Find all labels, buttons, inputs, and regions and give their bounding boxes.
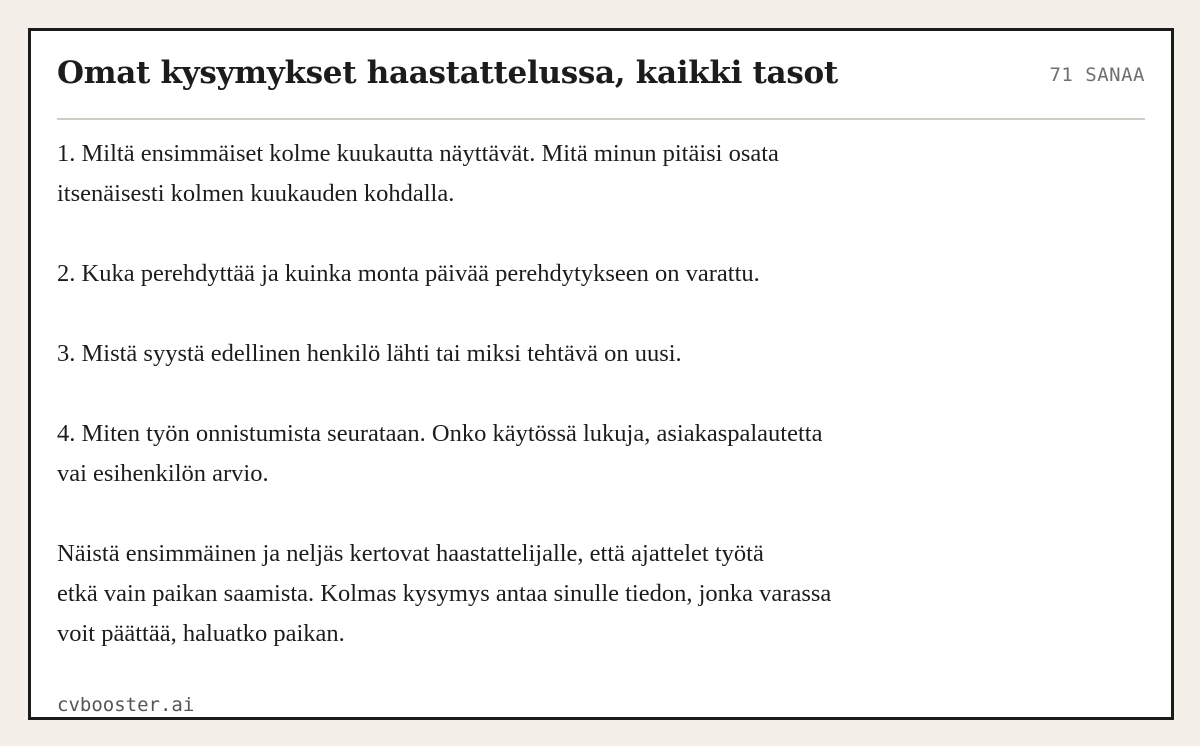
text-line: 3. Mistä syystä edellinen henkilö lähti tai miksi tehtävä on uusi. <box>57 340 682 367</box>
card-title: Omat kysymykset haastattelussa, kaikki tasot <box>57 55 838 91</box>
text-line: itsenäisesti kolmen kuukauden kohdalla. <box>57 180 455 207</box>
footer-brand: cvbooster.ai <box>57 694 195 716</box>
text-line: 1. Miltä ensimmäiset kolme kuukautta näyttävät. Mitä minun pitäisi osata <box>57 140 779 167</box>
text-line: voit päättää, haluatko paikan. <box>57 620 345 647</box>
question-1 <box>57 134 1017 214</box>
question-2 <box>57 254 1017 294</box>
text-line: 4. Miten työn onnistumista seurataan. Onko käytössä lukuja, asiakaspalautetta <box>57 420 823 447</box>
text-line: etkä vain paikan saamista. Kolmas kysymys antaa sinulle tiedon, jonka varassa <box>57 580 832 607</box>
text-line: vai esihenkilön arvio. <box>57 460 269 487</box>
word-count-label: 71 SANAA <box>1049 64 1145 86</box>
card-body <box>57 134 1017 654</box>
question-4 <box>57 414 1017 494</box>
question-3 <box>57 334 1017 374</box>
summary-paragraph <box>57 534 1017 654</box>
text-line: Näistä ensimmäinen ja neljäs kertovat haastattelijalle, että ajattelet työtä <box>57 540 764 567</box>
card-header <box>57 31 1145 120</box>
content-card <box>28 28 1174 720</box>
text-line: 2. Kuka perehdyttää ja kuinka monta päivää perehdytykseen on varattu. <box>57 260 760 287</box>
